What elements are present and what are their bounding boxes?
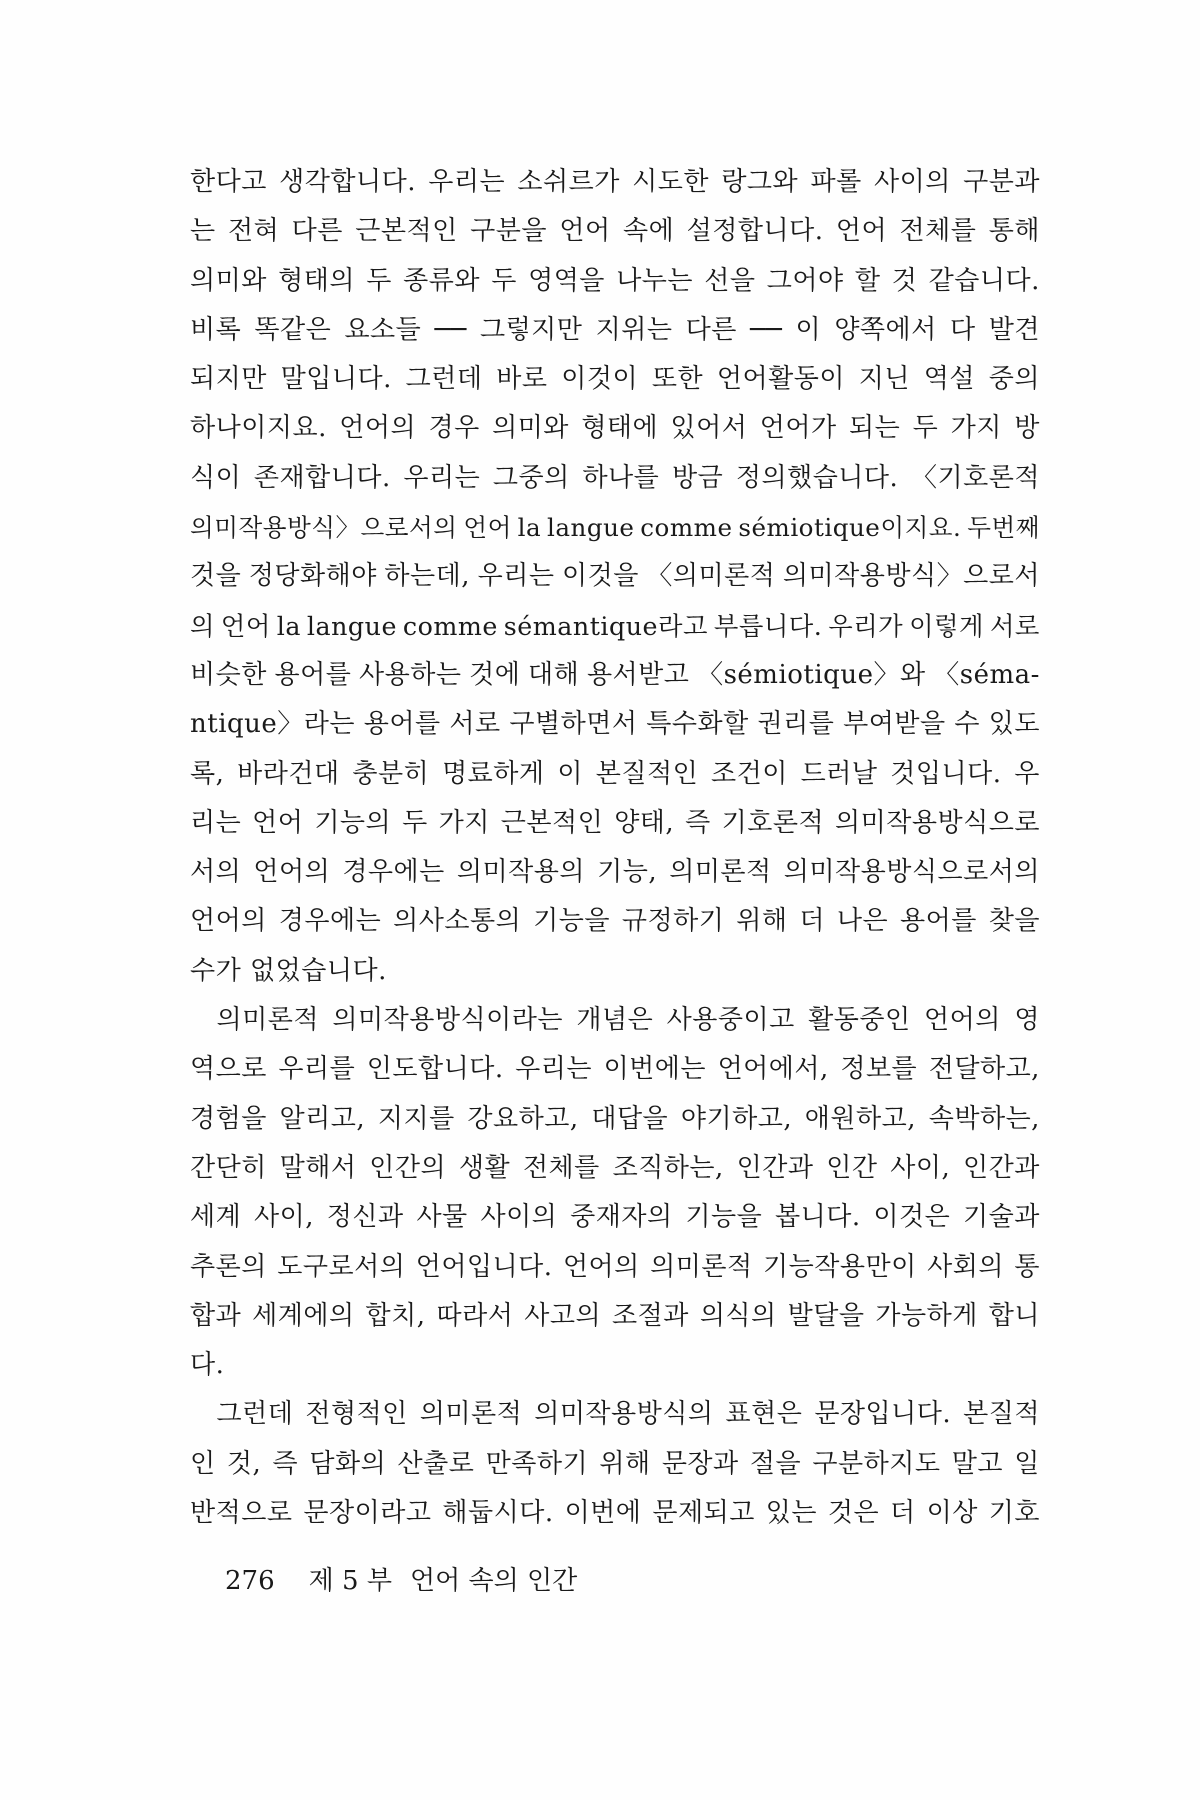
text-line: 의미작용방식〉으로서의 언어 la langue comme sémiotique이지요. 두번째 (190, 513, 1040, 543)
text-line: 세계 사이, 정신과 사물 사이의 중재자의 기능을 봅니다. 이것은 기술과 (190, 1202, 1040, 1233)
text-line: 경험을 알리고, 지지를 강요하고, 대답을 야기하고, 애원하고, 속박하는, (190, 1103, 1040, 1134)
text-line: 합과 세계에의 합치, 따라서 사고의 조절과 의식의 발달을 가능하게 합니 (190, 1300, 1040, 1331)
text-line: 인 것, 즉 담화의 산출로 만족하기 위해 문장과 절을 구분하지도 말고 일 (190, 1448, 1040, 1479)
text-line: 반적으로 문장이라고 해둡시다. 이번에 문제되고 있는 것은 더 이상 기호 (190, 1498, 1040, 1529)
text-line: 리는 언어 기능의 두 가지 근본적인 양태, 즉 기호론적 의미작용방식으로 (190, 807, 1040, 838)
text-line: ntique〉라는 용어를 서로 구별하면서 특수화할 권리를 부여받을 수 있도 (190, 709, 1040, 740)
text-line: 록, 바라건대 충분히 명료하게 이 본질적인 조건이 드러날 것입니다. 우 (190, 758, 1040, 789)
page-number: 276 (225, 1566, 275, 1596)
text-line: 언어의 경우에는 의사소통의 기능을 규정하기 위해 더 나은 용어를 찾을 (190, 906, 1040, 937)
text-line: 한다고 생각합니다. 우리는 소쉬르가 시도한 랑그와 파롤 사이의 구분과 (190, 167, 1040, 197)
body-text (190, 158, 1040, 1538)
text-line: 의미론적 의미작용방식이라는 개념은 사용중이고 활동중인 언어의 영 (190, 1005, 1040, 1036)
text-line: 것을 정당화해야 하는데, 우리는 이것을 〈의미론적 의미작용방식〉으로서 (190, 561, 1040, 592)
page-footer (225, 1560, 577, 1597)
text-line: 그런데 전형적인 의미론적 의미작용방식의 표현은 문장입니다. 본질적 (190, 1399, 1040, 1430)
text-line: 의 언어 la langue comme sémantique라고 부릅니다. 우리가 이렇게 서로 (190, 610, 1040, 641)
text-line: 역으로 우리를 인도합니다. 우리는 이번에는 언어에서, 정보를 전달하고, (190, 1054, 1040, 1085)
text-line: 다. (190, 1350, 225, 1381)
text-line: 식이 존재합니다. 우리는 그중의 하나를 방금 정의했습니다. 〈기호론적 (190, 462, 1040, 493)
part-label: 제 5 부 (308, 1566, 392, 1596)
text-line: 의미와 형태의 두 종류와 두 영역을 나누는 선을 그어야 할 것 같습니다. (190, 265, 1040, 296)
text-line: 간단히 말해서 인간의 생활 전체를 조직하는, 인간과 인간 사이, 인간과 (190, 1152, 1040, 1183)
text-line: 비록 똑같은 요소들 ── 그렇지만 지위는 다른 ── 이 양쪽에서 다 발견 (190, 314, 1040, 345)
part-title: 언어 속의 인간 (409, 1566, 578, 1596)
text-line: 추론의 도구로서의 언어입니다. 언어의 의미론적 기능작용만이 사회의 통 (190, 1251, 1040, 1282)
text-line: 는 전혀 다른 근본적인 구분을 언어 속에 설정합니다. 언어 전체를 통해 (190, 216, 1040, 247)
text-line: 비슷한 용어를 사용하는 것에 대해 용서받고 〈sémiotique〉와 〈séma- (190, 659, 1040, 690)
text-line: 되지만 말입니다. 그런데 바로 이것이 또한 언어활동이 지닌 역설 중의 (190, 364, 1040, 395)
text-line: 하나이지요. 언어의 경우 의미와 형태에 있어서 언어가 되는 두 가지 방 (190, 413, 1040, 444)
text-line: 서의 언어의 경우에는 의미작용의 기능, 의미론적 의미작용방식으로서의 (190, 857, 1040, 888)
text-line: 수가 없었습니다. (190, 955, 387, 986)
